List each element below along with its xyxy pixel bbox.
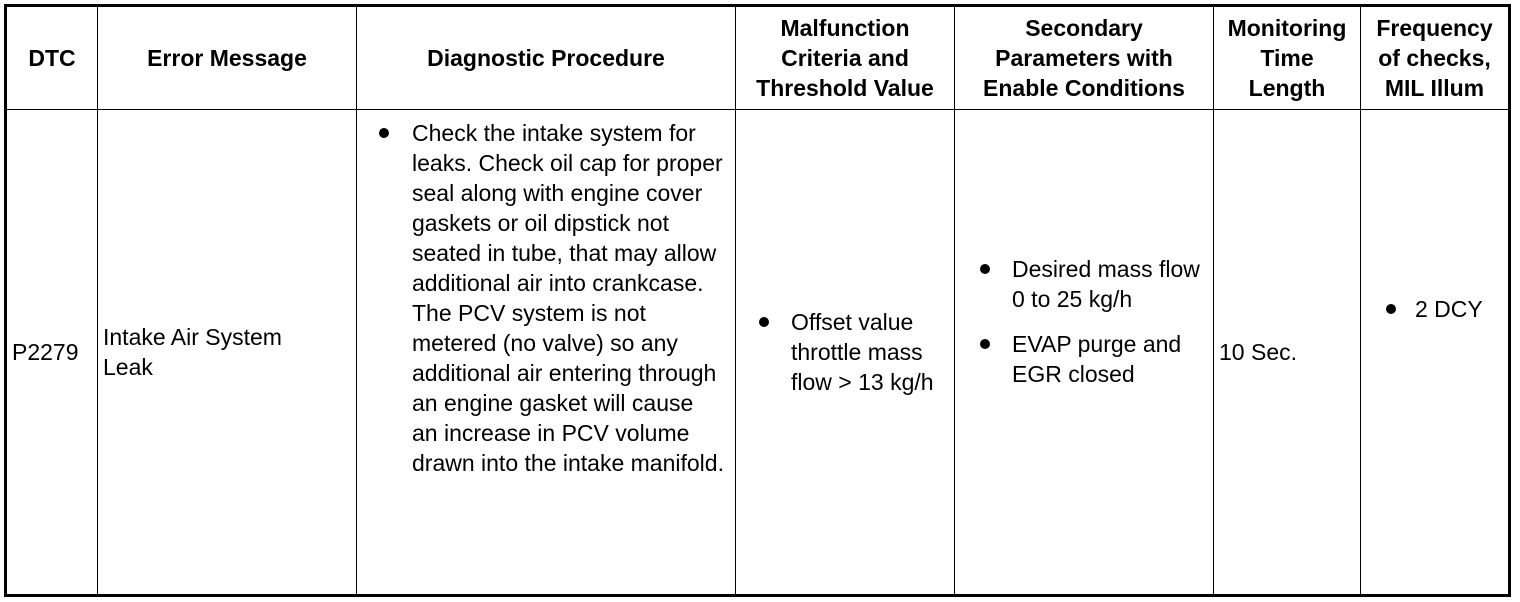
header-secondary-line3: Enable Conditions: [983, 75, 1185, 101]
header-monitoring-line1: Monitoring: [1227, 15, 1347, 41]
header-secondary-line1: Secondary: [1025, 15, 1143, 41]
error-message-line1: Intake Air System: [103, 324, 282, 350]
cell-diagnostic-procedure: [357, 110, 736, 596]
cell-dtc: P2279: [6, 110, 98, 596]
error-message-line2: Leak: [103, 354, 153, 380]
header-dtc: DTC: [6, 6, 98, 110]
frequency-text: 2 DCY: [1415, 296, 1483, 322]
list-item: [1361, 294, 1508, 324]
header-malfunction-line3: Threshold Value: [756, 75, 934, 101]
cell-secondary-parameters: [955, 110, 1214, 596]
cell-error-message: [98, 110, 357, 596]
header-frequency: [1361, 6, 1510, 110]
header-diagnostic-procedure: Diagnostic Procedure: [357, 6, 736, 110]
bullet-icon: [379, 128, 389, 138]
list-item: [357, 118, 735, 478]
header-malfunction-line2: Criteria and: [781, 45, 909, 71]
table-row: [6, 110, 1510, 596]
bullet-icon: [759, 317, 769, 327]
bullet-icon: [1386, 304, 1396, 314]
malfunction-text: Offset value throttle mass flow > 13 kg/h: [791, 309, 934, 395]
header-monitoring-line2: Time: [1260, 45, 1314, 71]
header-secondary-parameters: [955, 6, 1214, 110]
bullet-icon: [980, 339, 990, 349]
header-malfunction-line1: Malfunction: [780, 15, 910, 41]
cell-monitoring-time: 10 Sec.: [1214, 110, 1361, 596]
header-secondary-line2: Parameters with: [995, 45, 1173, 71]
header-row: [6, 6, 1510, 110]
header-monitoring-line3: Length: [1248, 75, 1326, 101]
header-error-message: Error Message: [98, 6, 357, 110]
header-frequency-line3: MIL Illum: [1384, 75, 1485, 101]
list-item: [955, 254, 1213, 314]
procedure-text: Check the intake system for leaks. Check oil cap for proper seal along with engine cover gaskets or oil dipstick not seated in tube, that may allow additional air into crankcase. The PCV system is not metered (no valve) so any additional air entering through an engine gasket will cause an increase in PCV volume drawn into the intake manifold.: [412, 120, 724, 476]
cell-frequency: [1361, 110, 1510, 596]
header-frequency-line1: Frequency: [1376, 15, 1493, 41]
bullet-icon: [980, 264, 990, 274]
secondary-text-2: EVAP purge and EGR closed: [1012, 330, 1182, 387]
list-item: [955, 329, 1213, 389]
dtc-table: [4, 4, 1511, 597]
list-item: [736, 307, 954, 397]
secondary-text-1: Desired mass flow 0 to 25 kg/h: [1012, 255, 1200, 312]
header-monitoring-time: [1214, 6, 1361, 110]
header-malfunction-criteria: [736, 6, 955, 110]
header-frequency-line2: of checks,: [1378, 45, 1491, 71]
cell-malfunction-criteria: [736, 110, 955, 596]
